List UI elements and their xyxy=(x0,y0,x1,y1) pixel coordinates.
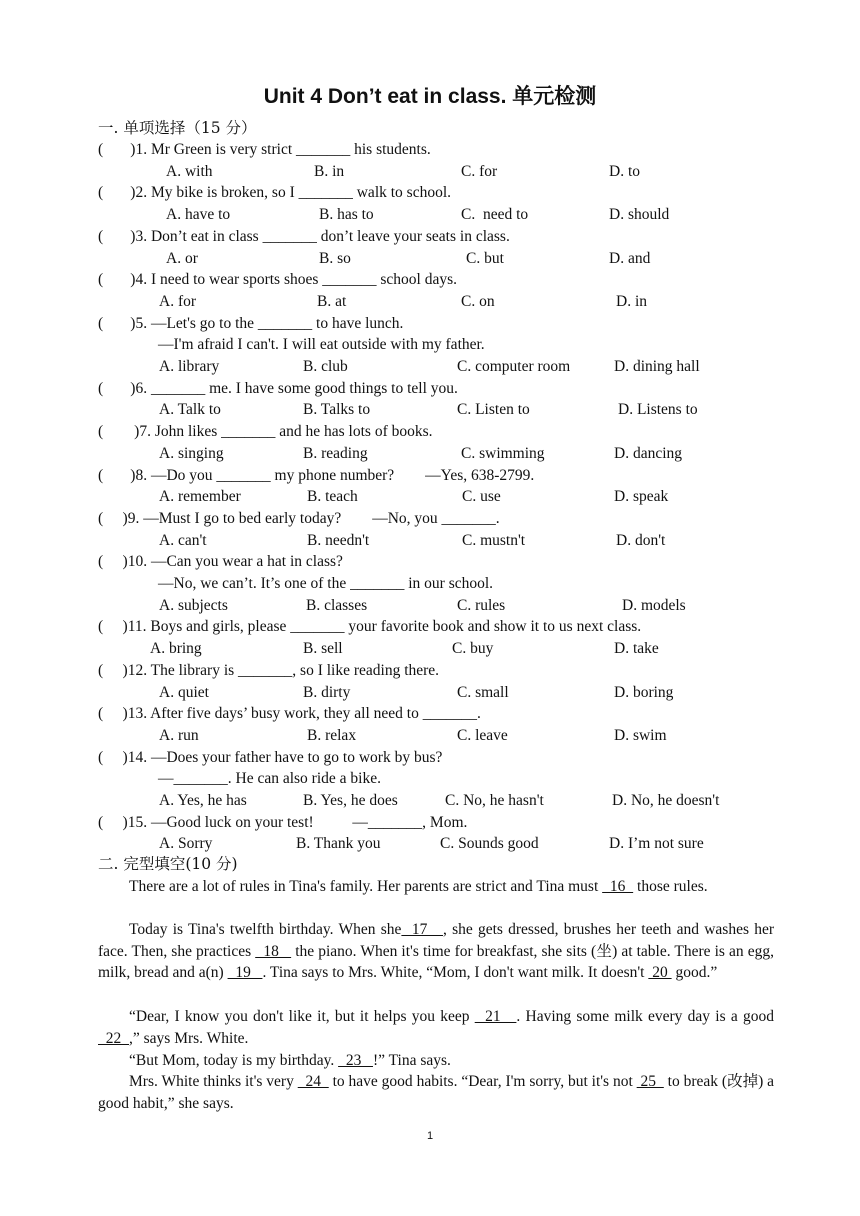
question-stem: ( )14. —Does your father have to go to work by bus? xyxy=(98,748,443,766)
answer-option-b: B. needn't xyxy=(307,531,370,549)
answer-option-a: A. Talk to xyxy=(159,401,221,419)
answer-option-c: C. Listen to xyxy=(457,401,530,419)
answer-option-a: A. singing xyxy=(159,444,224,462)
question-stem: ( )4. I need to wear sports shoes _______ school days. xyxy=(98,271,458,289)
question-stem: ( )10. —Can you wear a hat in class? xyxy=(98,553,343,571)
answer-option-a: A. remember xyxy=(159,488,241,506)
question-stem: ( )12. The library is _______, so I like reading there. xyxy=(98,661,440,679)
question-stem: ( )9. —Must I go to bed early today? —No, you _______. xyxy=(98,509,500,527)
answer-option-b: B. classes xyxy=(306,596,368,614)
answer-option-b: B. club xyxy=(303,358,348,375)
answer-option-d: D. and xyxy=(609,249,651,267)
passage-paragraph-3: “Dear, I know you don't like it, but it helps you keep 21 . Having some milk every day is a good 22 ,” says Mrs. White. xyxy=(98,1008,774,1047)
answer-option-c: C. rules xyxy=(457,596,506,614)
answer-option-a: A. library xyxy=(159,358,220,375)
answer-option-a: A. run xyxy=(159,726,199,744)
answer-option-d: D. dining hall xyxy=(614,358,700,375)
passage-paragraph-4: “But Mom, today is my birthday. 23 !” Tina says. xyxy=(129,1052,451,1069)
question-stem: ( )15. —Good luck on your test! —_______, Mom. xyxy=(98,813,468,831)
answer-option-b: B. relax xyxy=(307,726,357,744)
question-stem: ( )8. —Do you _______ my phone number? —Yes, 638-2799. xyxy=(98,466,535,484)
cloze-blank-21: 21 xyxy=(474,1008,517,1025)
answer-option-b: B. so xyxy=(319,249,351,267)
answer-option-a: A. quiet xyxy=(159,683,209,701)
answer-option-d: D. I’m not sure xyxy=(609,835,704,853)
answer-option-d: D. to xyxy=(609,162,640,180)
answer-option-d: D. should xyxy=(609,206,670,224)
question-stem: ( )2. My bike is broken, so I _______ walk to school. xyxy=(98,184,452,202)
answer-option-a: A. subjects xyxy=(159,596,228,614)
question-stem: ( )11. Boys and girls, please _______ your favorite book and show it to us next class. xyxy=(98,618,642,636)
cloze-blank-18: 18 xyxy=(255,942,292,960)
answer-option-b: B. Yes, he does xyxy=(303,792,398,809)
question-stem: ( )1. Mr Green is very strict _______ his students. xyxy=(98,141,431,158)
cloze-blank-17: 17 xyxy=(401,921,443,938)
cloze-blank-24: 24 xyxy=(297,1073,329,1090)
answer-option-d: D. No, he doesn't xyxy=(612,792,720,809)
cloze-blank-25: 25 xyxy=(636,1073,664,1090)
answer-option-b: B. teach xyxy=(307,488,358,506)
page-title: Unit 4 Don’t eat in class. 单元检测 xyxy=(263,85,597,108)
cloze-blank-23: 23 xyxy=(338,1052,373,1069)
answer-option-d: D. Listens to xyxy=(618,401,698,419)
answer-option-a: A. Sorry xyxy=(159,835,213,853)
answer-option-c: C. mustn't xyxy=(462,531,526,549)
answer-option-c: C. on xyxy=(461,292,495,310)
answer-option-d: D. boring xyxy=(614,683,674,701)
question-stem: ( )3. Don’t eat in class _______ don’t leave your seats in class. xyxy=(98,227,510,245)
answer-option-c: C. No, he hasn't xyxy=(445,792,544,809)
answer-option-b: B. in xyxy=(314,162,345,180)
answer-option-d: D. speak xyxy=(614,488,669,506)
question-stem-continuation: —No, we can’t. It’s one of the _______ in our school. xyxy=(158,575,494,592)
answer-option-c: C. but xyxy=(466,249,504,267)
answer-option-a: A. with xyxy=(166,162,213,180)
answer-option-b: B. Thank you xyxy=(296,835,381,853)
passage-paragraph-5: Mrs. White thinks it's very 24 to have good habits. “Dear, I'm sorry, but it's not 25 to break (改掉) a good habit,” she says. xyxy=(98,1073,775,1112)
answer-option-d: D. take xyxy=(614,640,659,658)
answer-option-a: A. Yes, he has xyxy=(159,792,247,809)
answer-option-c: C. Sounds good xyxy=(440,835,539,853)
cloze-blank-22: 22 xyxy=(98,1029,129,1047)
question-stem: ( )6. _______ me. I have some good things to tell you. xyxy=(98,379,458,397)
section-heading-multiple-choice: 一. 单项选择（15 分） xyxy=(98,119,257,137)
answer-option-d: D. models xyxy=(622,596,686,614)
answer-option-b: B. reading xyxy=(303,444,368,462)
question-stem: ( )5. —Let's go to the _______ to have lunch. xyxy=(98,314,404,332)
answer-option-d: D. dancing xyxy=(614,444,683,462)
answer-option-c: C. computer room xyxy=(457,358,571,375)
section-heading-cloze: 二. 完型填空(10 分) xyxy=(98,855,238,873)
answer-option-a: A. bring xyxy=(150,640,202,658)
answer-option-a: A. can't xyxy=(159,531,207,549)
passage-paragraph-2: Today is Tina's twelfth birthday. When she 17 , she gets dressed, brushes her teeth and washes her face. Then, she practices 18 the piano. When it's time for breakfast, she sits (坐) at table. There is an egg, milk, bread and a(n) 19 . Tina says to Mrs. White, “Mom, I don't want milk. It doesn't 20 good.” xyxy=(98,921,775,982)
answer-option-c: C. need to xyxy=(461,206,529,224)
answer-option-b: B. Talks to xyxy=(303,401,371,419)
answer-option-b: B. at xyxy=(317,292,347,310)
answer-option-b: B. sell xyxy=(303,640,343,658)
cloze-blank-20: 20 xyxy=(648,964,672,982)
answer-option-b: B. dirty xyxy=(303,683,351,701)
answer-option-c: C. use xyxy=(462,488,501,506)
passage-paragraph-1: There are a lot of rules in Tina's family. Her parents are strict and Tina must 16 those rules. xyxy=(129,878,708,895)
question-stem-continuation: —_______. He can also ride a bike. xyxy=(158,770,381,788)
cloze-blank-19: 19 xyxy=(227,964,263,982)
answer-option-c: C. for xyxy=(461,162,498,180)
answer-option-d: D. don't xyxy=(616,531,666,549)
answer-option-c: C. small xyxy=(457,683,509,701)
answer-option-b: B. has to xyxy=(319,206,374,224)
question-stem: ( )7. John likes _______ and he has lots of books. xyxy=(98,423,433,441)
page-number: 1 xyxy=(426,1130,434,1142)
question-stem: ( )13. After five days’ busy work, they all need to _______. xyxy=(98,705,481,723)
answer-option-c: C. leave xyxy=(457,726,508,744)
answer-option-c: C. swimming xyxy=(461,444,545,462)
answer-option-a: A. for xyxy=(159,292,197,310)
answer-option-d: D. swim xyxy=(614,726,667,744)
answer-option-d: D. in xyxy=(616,292,647,310)
answer-option-a: A. have to xyxy=(166,206,231,224)
answer-option-c: C. buy xyxy=(452,640,494,658)
answer-option-a: A. or xyxy=(166,249,198,267)
cloze-blank-16: 16 xyxy=(602,878,634,895)
question-stem-continuation: —I'm afraid I can't. I will eat outside with my father. xyxy=(158,336,485,354)
